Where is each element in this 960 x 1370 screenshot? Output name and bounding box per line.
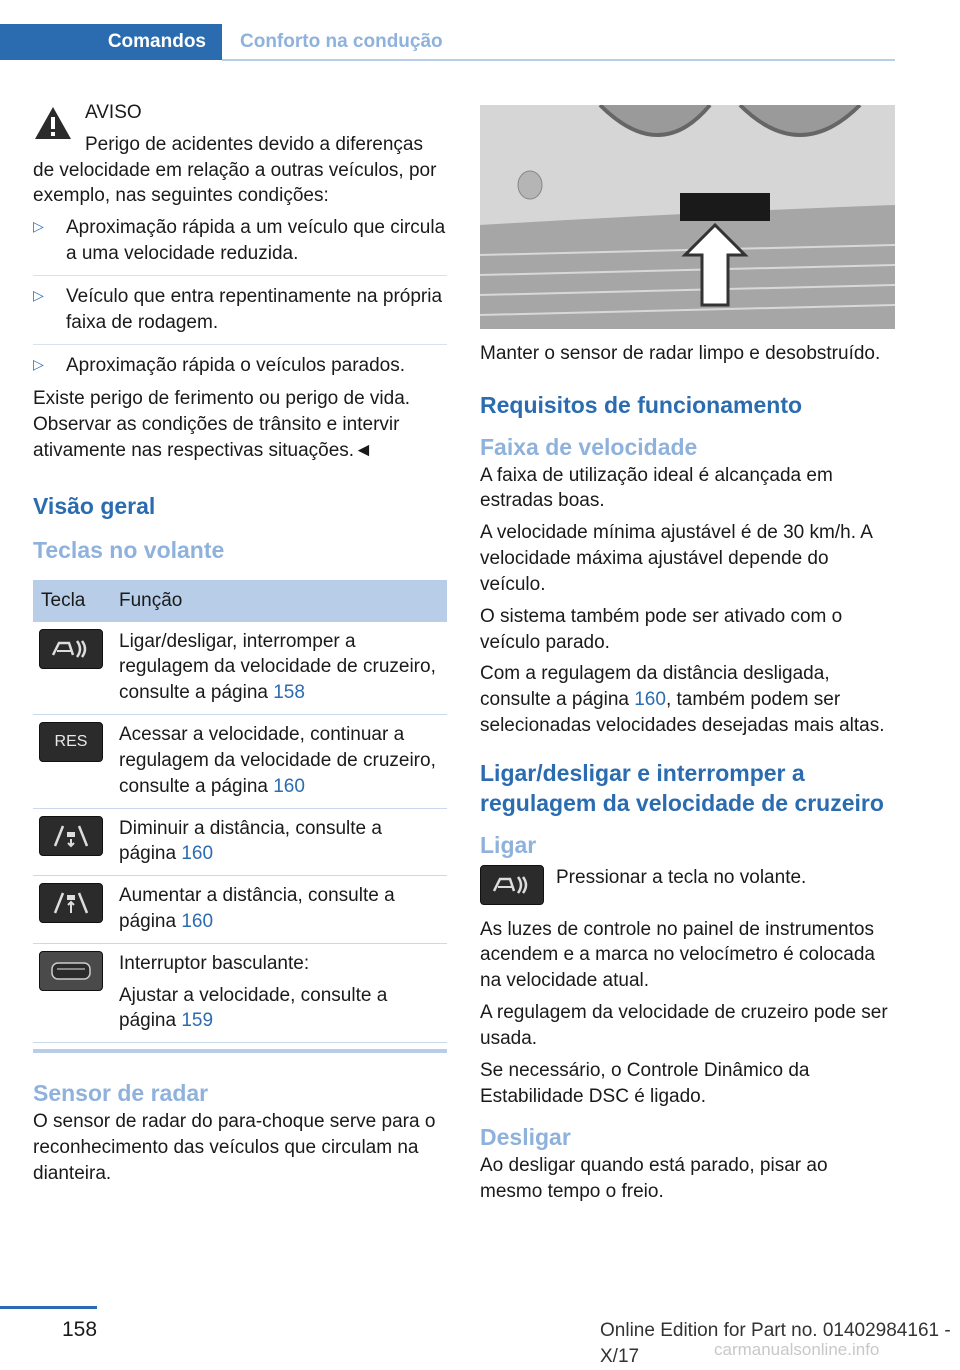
page-link[interactable]: 160 bbox=[634, 689, 666, 711]
right-column bbox=[480, 105, 895, 1211]
subsection-title: Teclas no volante bbox=[33, 536, 225, 563]
table-row bbox=[33, 876, 447, 944]
paragraph: As luzes de controle no painel de instrumentos acendem e a marca no velocímetro é colocada na velocidade atual. bbox=[480, 918, 875, 992]
page-link[interactable]: 160 bbox=[181, 843, 214, 865]
distance-increase-icon bbox=[39, 883, 103, 923]
warning-triangle-icon bbox=[33, 105, 73, 141]
paragraph: O sistema também pode ser ativado com o veículo parado. bbox=[480, 605, 843, 653]
function-cell: Ligar/desligar, interromper a regulagem da velocidade de cruzeiro, consulte a página 158 bbox=[111, 622, 447, 715]
list-item: ▷ Aproximação rápida o veículos parados. bbox=[33, 344, 447, 379]
list-item: ▷ Veículo que entra repentinamente na própria faixa de rodagem. bbox=[33, 275, 447, 336]
photo-caption: Manter o sensor de radar limpo e desobstruído. bbox=[480, 343, 881, 364]
footer-rule bbox=[0, 1306, 97, 1309]
table-row bbox=[33, 943, 447, 1042]
page-number: 158 bbox=[62, 1318, 98, 1341]
triangle-bullet-icon: ▷ bbox=[33, 355, 44, 372]
keys-table bbox=[33, 580, 447, 1044]
section-title: Visão geral bbox=[33, 492, 156, 519]
left-column bbox=[33, 100, 447, 1193]
warning-title: AVISO bbox=[85, 102, 142, 123]
subsection-title: Sensor de radar bbox=[33, 1080, 209, 1107]
table-header-row bbox=[33, 580, 447, 622]
function-cell: Interruptor basculante: Ajustar a velocidade, consulte a página 159 bbox=[111, 943, 447, 1042]
watermark: carmanualsonline.info bbox=[714, 1340, 880, 1359]
subsection-title: Faixa de velocidade bbox=[480, 433, 698, 460]
distance-decrease-icon bbox=[39, 816, 103, 856]
section-tab: Comandos bbox=[0, 24, 222, 60]
paragraph: A regulagem da velocidade de cruzeiro pode ser usada. bbox=[480, 1002, 888, 1049]
cruise-control-icon bbox=[480, 865, 544, 905]
function-cell: Aumentar a distância, consulte a página 160 bbox=[111, 876, 447, 944]
page-link[interactable]: 159 bbox=[181, 1010, 214, 1032]
triangle-bullet-icon: ▷ bbox=[33, 286, 44, 303]
edition-note: Online Edition for Part no. 01402984161 - X/17 bbox=[600, 1320, 951, 1367]
function-cell: Acessar a velocidade, continuar a regulagem da velocidade de cruzeiro, consulte a página 160 bbox=[111, 715, 447, 808]
column-header-key: Tecla bbox=[33, 580, 111, 622]
triangle-bullet-icon: ▷ bbox=[33, 218, 44, 235]
table-row bbox=[33, 715, 447, 808]
subsection-tab: Conforto na condução bbox=[240, 31, 443, 52]
radar-sensor-photo bbox=[480, 105, 895, 329]
table-bottom-rule bbox=[33, 1049, 447, 1053]
page-link[interactable]: 160 bbox=[181, 911, 214, 932]
cruise-control-icon bbox=[39, 629, 103, 669]
section-title: Requisitos de funcionamento bbox=[480, 391, 803, 418]
warning-list bbox=[33, 215, 447, 378]
section-title: Ligar/desligar e interromper a regulagem da velocidade de cruzeiro bbox=[480, 759, 884, 816]
paragraph: Ao desligar quando está parado, pisar ao mesmo tempo o freio. bbox=[480, 1155, 828, 1203]
res-button-icon: RES bbox=[39, 722, 103, 762]
subsection-title: Ligar bbox=[480, 831, 537, 858]
paragraph: Se necessário, o Controle Dinâmico da Estabilidade DSC é ligado. bbox=[480, 1059, 810, 1107]
page-link[interactable]: 158 bbox=[273, 682, 305, 704]
list-item: ▷ Aproximação rápida a um veículo que circula a uma velocidade reduzida. bbox=[33, 217, 446, 265]
subsection-title: Desligar bbox=[480, 1124, 571, 1151]
radar-text: O sensor de radar do para-choque serve para o reconhecimento das veículos que circulam na dianteira. bbox=[33, 1111, 436, 1184]
paragraph: Com a regulagem da distância desligada, consulte a página 160, também podem ser selecionadas velocidades desejadas mais altas. bbox=[480, 663, 885, 737]
rocker-switch-icon bbox=[39, 951, 103, 991]
warning-text: Perigo de acidentes devido a diferenças de velocidade em relação a outras veículos, por exemplo, nas seguintes condições: bbox=[33, 133, 437, 207]
paragraph: A faixa de utilização ideal é alcançada em estradas boas. bbox=[480, 464, 833, 512]
header-rule bbox=[222, 59, 895, 61]
paragraph: A velocidade mínima ajustável é de 30 km/h. A velocidade máxima ajustável depende do veículo. bbox=[480, 522, 872, 595]
warning-block bbox=[33, 100, 447, 209]
column-header-function: Função bbox=[111, 580, 447, 622]
function-cell: Diminuir a distância, consulte a página 160 bbox=[111, 808, 447, 876]
page-link[interactable]: 160 bbox=[273, 775, 305, 797]
page-header bbox=[0, 24, 895, 60]
on-instruction: Pressionar a tecla no volante. bbox=[480, 865, 895, 905]
warning-footer: Existe perigo de ferimento ou perigo de vida. Observar as condições de trânsito e intervir ativamente nas respectivas situações.◄ bbox=[33, 388, 411, 462]
table-row bbox=[33, 808, 447, 876]
table-row bbox=[33, 622, 447, 715]
